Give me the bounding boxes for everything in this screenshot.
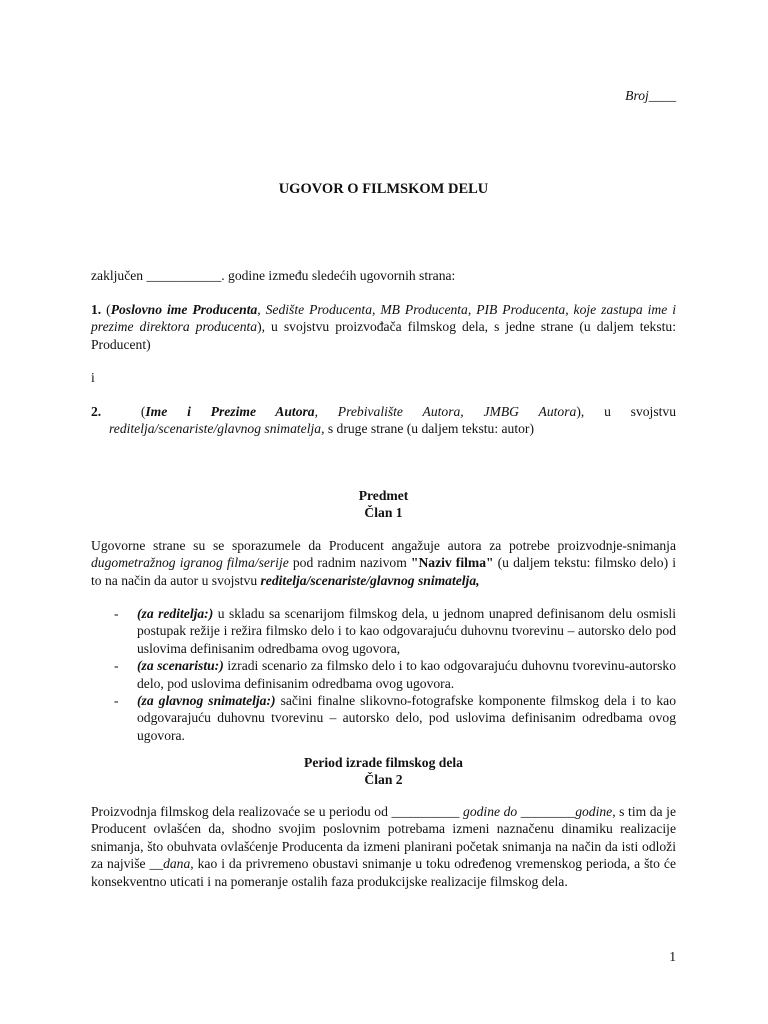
list-item: - (za glavnog snimatelja:) sačini finalne slikovno-fotografske komponente filmskog dela i to kao odgovarajuću duhovnu tvorevinu – autorsko delo, pod uslovima definisanim odredbama ovog ugovora.	[114, 693, 676, 743]
section-2-paragraph: Proizvodnja filmskog dela realizovaće se u periodu od __________ godine do ________godine, s tim da je Producent ovlašćen da, shodno svojim poslovnim potrebama izmeni naznačenu dinamiku realizacije snimanja, što obuhvata ovlašćenje Producenta da izmeni planirani početak snimanja na način da isti odloži za najviše __dana, kao i da privremeno obustavi snimanje u toku određenog vremenskog perioda, a što će konsekventno uticati i na pomeranje ostalih faza produkcijske realizacije filmskog dela.	[91, 804, 676, 889]
page-number: 1	[669, 949, 676, 964]
list-item: - (za scenaristu:) izradi scenario za filmsko delo i to kao odgovarajuću duhovnu tvorevinu-autorsko delo, pod uslovima definisanim odredbama ovog ugovora.	[114, 658, 676, 691]
and-separator: i	[91, 370, 95, 385]
role-list	[91, 605, 676, 744]
list-item: - (za reditelja:) u skladu sa scenarijom filmskog dela, u jednom unapred definisanom delu osmisli postupak režije i režira filmsko delo i to kao odgovarajuću duhovnu tvorevinu – autorsko delo pod uslovima definisanim odredbama ovog ugovora,	[114, 606, 676, 656]
document-title: UGOVOR O FILMSKOM DELU	[278, 181, 489, 197]
party-2: 2. (Ime i Prezime Autora, Prebivalište Autora, JMBG Autora), u svojstvu reditelja/scenariste/glavnog snimatelja, s druge strane (u daljem tekstu: autor)	[91, 404, 676, 437]
intro-line: zaključen ___________. godine između sledećih ugovornih strana:	[91, 268, 456, 283]
section-1-heading: Predmet Član 1	[358, 488, 409, 521]
party-1: 1. (Poslovno ime Producenta, Sedište Producenta, MB Producenta, PIB Producenta, koje zastupa ime i prezime direktora producenta), u svojstvu proizvođača filmskog dela, s jedne strane (u daljem tekstu: Producent)	[91, 302, 676, 352]
broj-field: Broj____	[625, 88, 676, 103]
section-1-paragraph: Ugovorne strane su se sporazumele da Producent angažuje autora za potrebe proizvodnje-snimanja dugometražnog igranog filma/serije pod radnim nazivom "Naziv filma" (u daljem tekstu: filmsko delo) i to na način da autor u svojstvu reditelja/scenariste/glavnog snimatelja,	[91, 538, 676, 588]
section-2-heading: Period izrade filmskog dela Član 2	[304, 755, 463, 788]
